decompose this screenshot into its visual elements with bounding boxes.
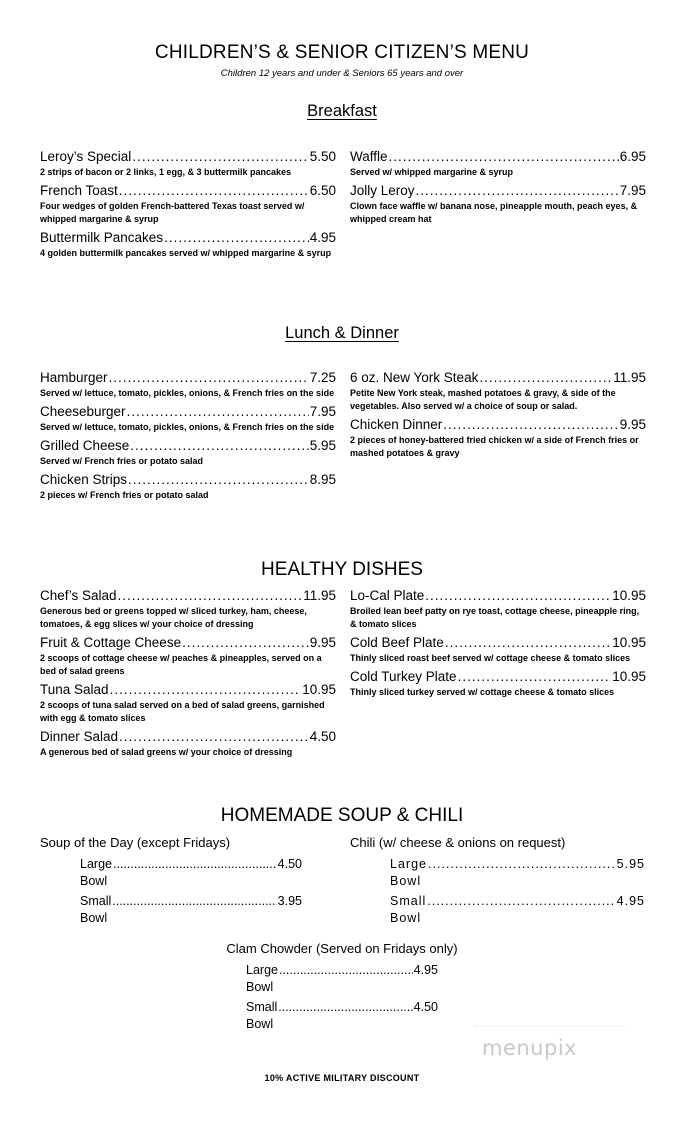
soup-large-bowl: Large Bowl ..... 4.50 xyxy=(80,856,302,890)
menu-item-line xyxy=(40,403,336,420)
leader-dots xyxy=(128,471,309,488)
menu-item-description: 2 scoops of tuna salad served on a bed of salad greens, garnished with egg & tomato slices xyxy=(40,700,325,723)
leader-dots xyxy=(127,403,309,420)
leader-dots xyxy=(109,369,309,386)
menu-item-price: 4.95 xyxy=(309,230,336,245)
menu-item-price: 10.95 xyxy=(612,635,646,650)
menu-item-price: 9.95 xyxy=(309,635,336,650)
menu-item-description: A generous bed of salad greens w/ your choice of dressing xyxy=(40,747,293,757)
lunch-left-column xyxy=(40,369,336,505)
leader-dots xyxy=(416,182,619,199)
menu-item-price: 10.95 xyxy=(302,682,336,697)
menu-item-line xyxy=(40,728,336,745)
menu-item xyxy=(40,681,336,725)
soup-of-day-block xyxy=(40,834,336,930)
menu-item-line xyxy=(350,587,646,604)
menu-item-price: 6.50 xyxy=(309,183,336,198)
clam-small-bowl: Small Bowl ..... 4.50 xyxy=(246,999,438,1033)
menu-item-line xyxy=(350,182,646,199)
menu-item-line xyxy=(350,416,646,433)
clam-chowder-title: Clam Chowder (Served on Fridays only) xyxy=(226,941,458,956)
menu-item-price: 7.95 xyxy=(619,183,646,198)
menu-item-name: Buttermilk Pancakes xyxy=(40,230,164,245)
clam-large-bowl: Large Bowl ..... 4.95 xyxy=(246,962,438,996)
menu-item xyxy=(350,416,646,460)
healthy-left-column xyxy=(40,587,336,762)
healthy-right-column xyxy=(350,587,646,702)
menu-item xyxy=(40,471,336,502)
menu-item-line xyxy=(350,668,646,685)
clam-chowder-block xyxy=(0,940,684,1036)
menu-item-price: 6.95 xyxy=(619,149,646,164)
menu-item-name: Leroy’s Special xyxy=(40,149,132,164)
menu-item-description: Broiled lean beef patty on rye toast, cottage cheese, pineapple ring, & tomato slices xyxy=(350,606,640,629)
menu-item-name: Hamburger xyxy=(40,370,108,385)
menu-item-description: Served w/ whipped margarine & syrup xyxy=(350,167,514,177)
menu-item-name: Cold Beef Plate xyxy=(350,635,444,650)
menu-item-price: 7.95 xyxy=(309,404,336,419)
menu-item-price: 10.95 xyxy=(612,588,646,603)
chili-large-bowl: Large Bowl ..... 5.95 xyxy=(390,856,645,890)
menu-item-price: 5.95 xyxy=(309,438,336,453)
menu-item-description: Served w/ lettuce, tomato, pickles, onions, & French fries on the side xyxy=(40,388,335,398)
menu-item-name: Tuna Salad xyxy=(40,682,109,697)
soup-chili-heading: HOMEMADE SOUP & CHILI xyxy=(220,805,464,826)
menu-item-price: 7.25 xyxy=(309,370,336,385)
menu-item xyxy=(40,403,336,434)
menu-item-description: Four wedges of golden French-battered Texas toast served w/ whipped margarine & syrup xyxy=(40,201,305,224)
military-discount-footer: 10% ACTIVE MILITARY DISCOUNT xyxy=(264,1073,420,1083)
page-title: CHILDREN’S & SENIOR CITIZEN’S MENU xyxy=(154,42,530,63)
menu-item-name: 6 oz. New York Steak xyxy=(350,370,479,385)
leader-dots xyxy=(443,416,618,433)
soup-small-bowl: Small Bowl ..... 3.95 xyxy=(80,893,302,927)
chili-small-bowl: Small Bowl ..... 4.95 xyxy=(390,893,645,927)
menu-item-line xyxy=(40,229,336,246)
menu-item-line xyxy=(40,634,336,651)
menu-item-description: 4 golden buttermilk pancakes served w/ whipped margarine & syrup xyxy=(40,248,332,258)
menu-item xyxy=(40,182,336,226)
leader-dots xyxy=(389,148,619,165)
leader-dots xyxy=(425,587,611,604)
menu-item-name: Chicken Dinner xyxy=(350,417,443,432)
menu-item xyxy=(40,369,336,400)
menu-item xyxy=(350,182,646,226)
leader-dots xyxy=(458,668,612,685)
menu-item-name: Waffle xyxy=(350,149,388,164)
menu-item-price: 11.95 xyxy=(613,370,646,385)
breakfast-left-column xyxy=(40,148,336,263)
menu-item-description: Served w/ lettuce, tomato, pickles, onions, & French fries on the side xyxy=(40,422,335,432)
menu-item-line xyxy=(40,182,336,199)
menu-item-price: 8.95 xyxy=(309,472,336,487)
lunch-right-column xyxy=(350,369,646,463)
breakfast-right-column xyxy=(350,148,646,229)
leader-dots xyxy=(182,634,309,651)
menu-item-name: Cheeseburger xyxy=(40,404,126,419)
menu-item-price: 10.95 xyxy=(612,669,646,684)
menu-item-line xyxy=(40,587,336,604)
menu-item-line xyxy=(40,471,336,488)
menu-item-line xyxy=(350,634,646,651)
leader-dots xyxy=(110,681,302,698)
menu-item-description: Petite New York steak, mashed potatoes & gravy, & side of the vegetables. Also served w/ a choice of soup or salad. xyxy=(350,388,616,411)
menu-item-price: 4.50 xyxy=(309,729,336,744)
menu-item-line xyxy=(40,369,336,386)
leader-dots xyxy=(119,182,309,199)
menu-item-name: French Toast xyxy=(40,183,118,198)
menu-item-description: Thinly sliced roast beef served w/ cottage cheese & tomato slices xyxy=(350,653,631,663)
menu-item xyxy=(40,229,336,260)
menu-item xyxy=(350,587,646,631)
leader-dots xyxy=(119,728,309,745)
menu-item-line xyxy=(40,681,336,698)
soup-of-day-title: Soup of the Day (except Fridays) xyxy=(40,835,231,850)
menu-item-line xyxy=(40,148,336,165)
menu-item-description: 2 pieces of honey-battered fried chicken w/ a side of French fries or mashed potatoes & gravy xyxy=(350,435,639,458)
menu-item-description: 2 strips of bacon or 2 links, 1 egg, & 3 buttermilk pancakes xyxy=(40,167,292,177)
menu-item-name: Lo-Cal Plate xyxy=(350,588,425,603)
healthy-dishes-heading: HEALTHY DISHES xyxy=(261,559,423,580)
menu-item-name: Chef’s Salad xyxy=(40,588,117,603)
menu-item xyxy=(40,437,336,468)
menu-item xyxy=(40,634,336,678)
leader-dots xyxy=(118,587,303,604)
menu-item-description: 2 scoops of cottage cheese w/ peaches & pineapples, served on a bed of salad greens xyxy=(40,653,322,676)
menu-item xyxy=(40,148,336,179)
leader-dots xyxy=(445,634,611,651)
menu-item-name: Chicken Strips xyxy=(40,472,128,487)
leader-dots xyxy=(479,369,612,386)
menu-item-line xyxy=(350,148,646,165)
menu-item xyxy=(350,668,646,699)
menu-item-name: Fruit & Cottage Cheese xyxy=(40,635,182,650)
menu-item-price: 9.95 xyxy=(619,417,646,432)
menu-item-name: Jolly Leroy xyxy=(350,183,415,198)
menu-item-line xyxy=(40,437,336,454)
leader-dots xyxy=(130,437,308,454)
menu-item-description: Generous bed or greens topped w/ sliced turkey, ham, cheese, tomatoes, & egg slices w/ your choice of dressing xyxy=(40,606,307,629)
menupix-watermark: menupix xyxy=(482,1036,578,1060)
menu-item xyxy=(350,148,646,179)
chili-block xyxy=(350,834,646,930)
menu-item-description: Served w/ French fries or potato salad xyxy=(40,456,204,466)
leader-dots xyxy=(132,148,308,165)
menu-item-price: 11.95 xyxy=(303,588,336,603)
menu-item-description: 2 pieces w/ French fries or potato salad xyxy=(40,490,209,500)
menu-item xyxy=(350,369,646,413)
page-subtitle: Children 12 years and under & Seniors 65 years and over xyxy=(220,68,464,79)
menu-item-name: Grilled Cheese xyxy=(40,438,130,453)
menu-item-name: Dinner Salad xyxy=(40,729,119,744)
menu-item-price: 5.50 xyxy=(309,149,336,164)
chili-title: Chili (w/ cheese & onions on request) xyxy=(350,835,566,850)
leader-dots xyxy=(164,229,309,246)
lunch-dinner-heading: Lunch & Dinner xyxy=(285,324,399,342)
breakfast-heading: Breakfast xyxy=(307,102,377,120)
menu-item-name: Cold Turkey Plate xyxy=(350,669,457,684)
menu-item xyxy=(40,728,336,759)
menu-item-line xyxy=(350,369,646,386)
menu-item xyxy=(40,587,336,631)
menu-item-description: Thinly sliced turkey served w/ cottage cheese & tomato slices xyxy=(350,687,615,697)
menu-item-description: Clown face waffle w/ banana nose, pineapple mouth, peach eyes, & whipped cream hat xyxy=(350,201,638,224)
menu-item xyxy=(350,634,646,665)
